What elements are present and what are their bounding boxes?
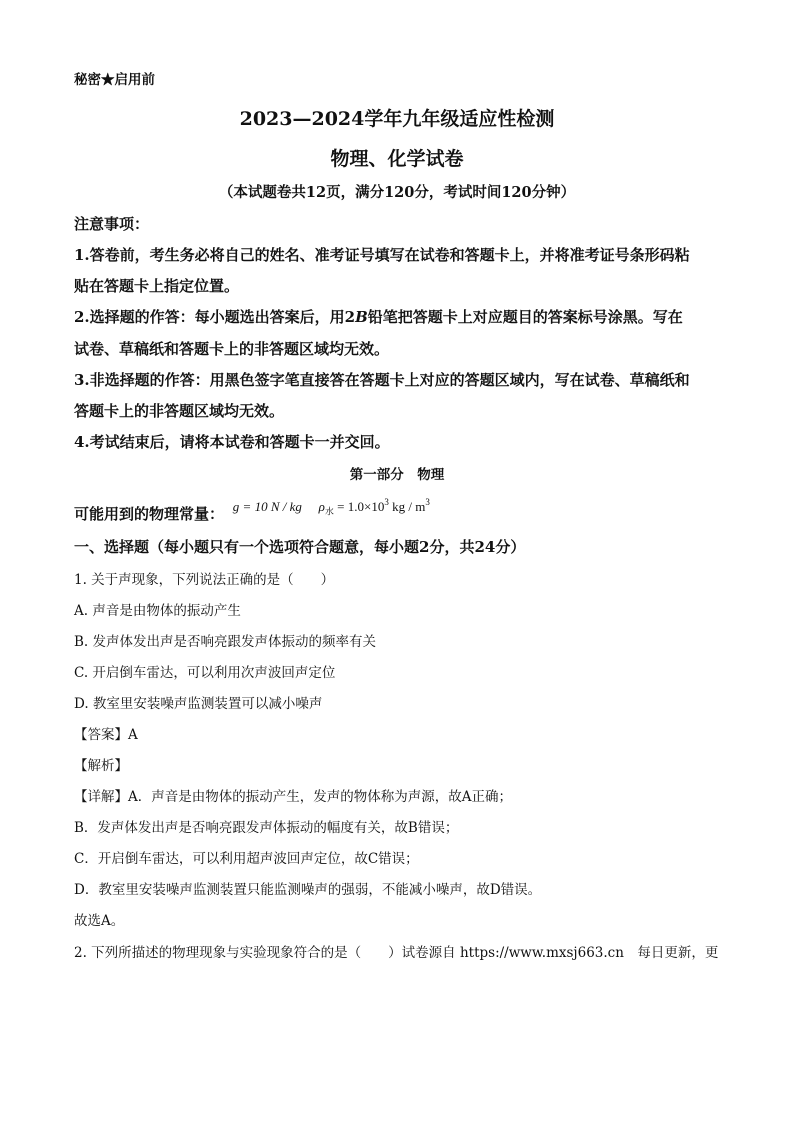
detail-line-b: B．发声体发出声是否响亮跟发声体振动的幅度有关，故B错误； [74, 820, 459, 836]
answer-tag: 【答案】 [74, 727, 128, 743]
rho-subscript: 水 [324, 506, 334, 517]
constants-line [74, 495, 430, 523]
note-3-line-1: 3.非选择题的作答：用黑色签字笔直接答在答题卡上对应的答题区域内，写在试卷、草稿纸和 [74, 371, 690, 389]
question-1-stem: 1. 关于声现象，下列说法正确的是（ ） [74, 572, 335, 588]
note-2-line-2: 试卷、草稿纸和答题卡上的非答题区域均无效。 [74, 340, 390, 358]
question-1-option-a: A. 声音是由物体的振动产生 [74, 603, 241, 619]
note-1-line-2: 贴在答题卡上指定位置。 [74, 277, 240, 295]
exam-subject: 物理、化学试卷 [330, 148, 464, 170]
analysis-tag: 【解析】 [74, 758, 128, 774]
detail-line-c: C．开启倒车雷达，可以利用超声波回声定位，故C错误； [74, 851, 419, 867]
notes-heading: 注意事项： [74, 215, 150, 233]
question-1-option-c: C. 开启倒车雷达，可以利用次声波回声定位 [74, 665, 336, 681]
detail-line-d: D．教室里安装噪声监测装置只能监测噪声的强弱，不能减小噪声，故D错误。 [74, 882, 542, 898]
constant-g: g = 10 N / kg [232, 499, 302, 514]
constants-label: 可能用到的物理常量： [74, 505, 225, 523]
part-title: 第一部分 物理 [349, 467, 445, 483]
note-2-text-post: 铅笔把答题卡上对应题目的答案标号涂黑。写在 [367, 308, 683, 326]
section-1-title: 一、选择题（每小题只有一个选项符合题意，每小题2分，共24分） [74, 538, 526, 556]
note-2-pencil-grade: B [355, 308, 368, 326]
detail-line-1 [74, 785, 512, 805]
answer-line [74, 723, 138, 743]
detail-tag: 【详解】 [74, 789, 128, 805]
note-2-line-1 [74, 306, 683, 327]
question-1-option-b: B. 发声体发出声是否响亮跟发声体振动的频率有关 [74, 634, 377, 650]
note-4: 4.考试结束后，请将本试卷和答题卡一并交回。 [74, 433, 390, 451]
question-2-stem: 2. 下列所描述的物理现象与实验现象符合的是（ ）试卷源自 https://www.mxsj663.cn 每日更新，更 [74, 945, 719, 961]
question-1-option-d: D. 教室里安装噪声监测装置可以减小噪声 [74, 696, 323, 712]
exam-title: 2023—2024学年九年级适应性检测 [239, 108, 555, 130]
note-1-line-1: 1.答卷前，考生务必将自己的姓名、准考证号填写在试卷和答题卡上，并将准考证号条形码粘 [74, 246, 690, 264]
answer-value: A [128, 727, 138, 743]
detail-text-a: A．声音是由物体的振动产生，发声的物体称为声源，故A正确； [128, 789, 512, 805]
constant-water-density: $\rho_水 = 1.0\times 10^3$ kg / $m^3$ [318, 497, 430, 517]
rho-symbol: ρ [318, 499, 325, 514]
conclusion: 故选A。 [74, 913, 125, 929]
note-3-line-2: 答题卡上的非答题区域均无效。 [74, 402, 285, 420]
note-2-text-pre: 2.选择题的作答：每小题选出答案后，用2 [74, 308, 356, 326]
exam-info: （本试题卷共12页，满分120分，考试时间120分钟） [218, 184, 576, 201]
confidential-label: 秘密★启用前 [74, 72, 155, 88]
